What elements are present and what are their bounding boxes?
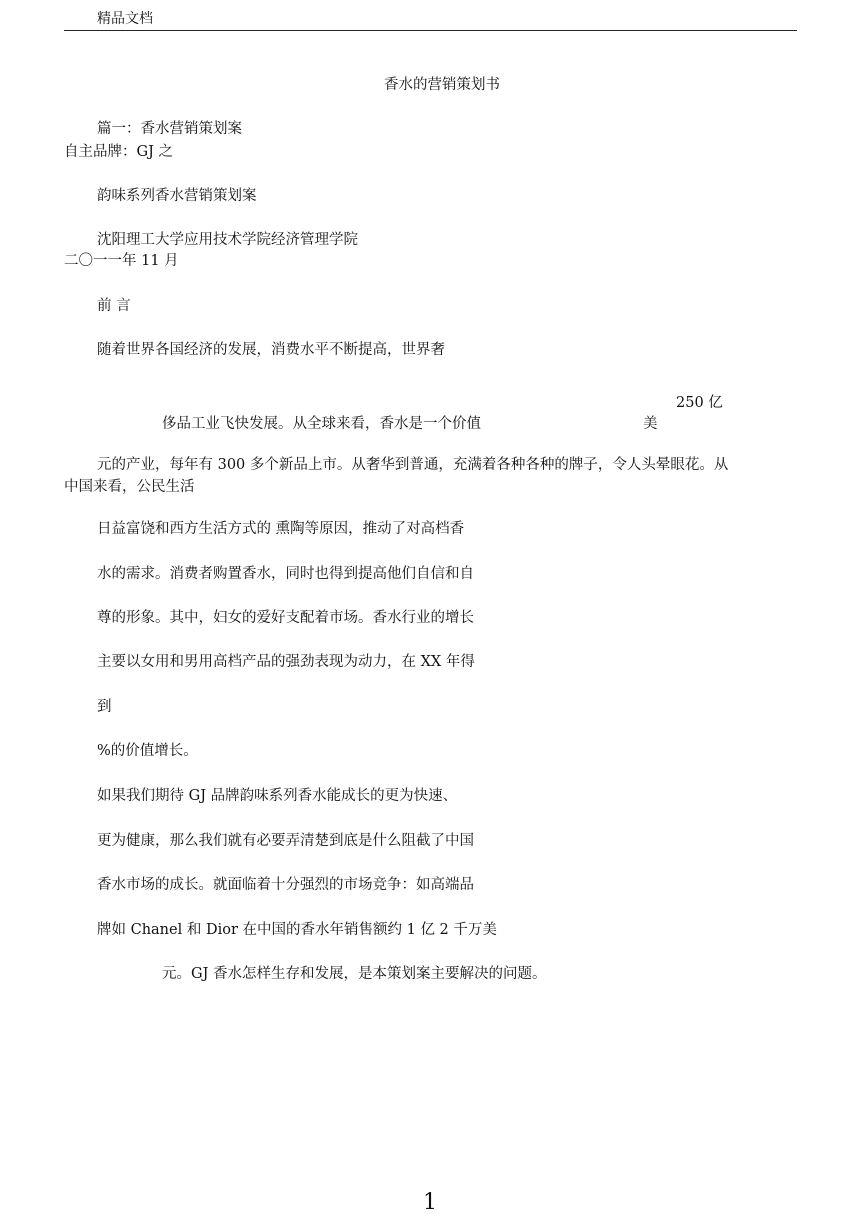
paragraph-line: 沈阳理工大学应用技术学院经济管理学院 bbox=[97, 232, 358, 248]
paragraph-line: 元的产业，每年有 300 多个新品上市。从奢华到普通，充满着各种各种的牌子，令人头晕眼花。从 bbox=[97, 457, 729, 473]
paragraph-line: 美 bbox=[643, 416, 658, 432]
paragraph-line: 牌如 Chanel 和 Dior 在中国的香水年销售额约 1 亿 2 千万美 bbox=[97, 922, 497, 938]
paragraph-line: 如果我们期待 GJ 品牌韵味系列香水能成长的更为快速、 bbox=[97, 788, 458, 804]
paragraph-line: 250 亿 bbox=[676, 395, 723, 411]
paragraph-line: 水的需求。消费者购置香水，同时也得到提高他们自信和自 bbox=[97, 566, 474, 582]
paragraph-line: 自主品牌：GJ 之 bbox=[64, 144, 174, 160]
paragraph-line: 元。GJ 香水怎样生存和发展，是本策划案主要解决的问题。 bbox=[162, 966, 547, 982]
paragraph-line: 主要以女用和男用高档产品的强劲表现为动力，在 XX 年得 bbox=[97, 654, 475, 670]
paragraph-line: 香水市场的成长。就面临着十分强烈的市场竞争：如高端品 bbox=[97, 877, 474, 893]
paragraph-line: 尊的形象。其中，妇女的爱好支配着市场。香水行业的增长 bbox=[97, 610, 474, 626]
paragraph-line: 更为健康，那么我们就有必要弄清楚到底是什么阻截了中国 bbox=[97, 833, 474, 849]
document-title: 香水的营销策划书 bbox=[384, 77, 500, 93]
paragraph-line: 二〇一一年 11 月 bbox=[64, 253, 179, 269]
paragraph-line: 侈品工业飞快发展。从全球来看，香水是一个价值 bbox=[162, 416, 481, 432]
header-rule bbox=[64, 30, 797, 31]
paragraph-line: 日益富饶和西方生活方式的 熏陶等原因，推动了对高档香 bbox=[97, 521, 465, 537]
paragraph-line: 随着世界各国经济的发展，消费水平不断提高，世界奢 bbox=[97, 342, 445, 358]
section-heading: 篇一：香水营销策划案 bbox=[97, 121, 242, 137]
paragraph-line: 中国来看，公民生活 bbox=[64, 479, 195, 495]
page-number: 1 bbox=[423, 1190, 437, 1215]
paragraph-line: 韵味系列香水营销策划案 bbox=[97, 188, 257, 204]
paragraph-line: %的价值增长。 bbox=[97, 743, 198, 759]
header-label: 精品文档 bbox=[97, 11, 153, 27]
section-heading: 前 言 bbox=[97, 298, 131, 314]
paragraph-line: 到 bbox=[97, 699, 112, 715]
